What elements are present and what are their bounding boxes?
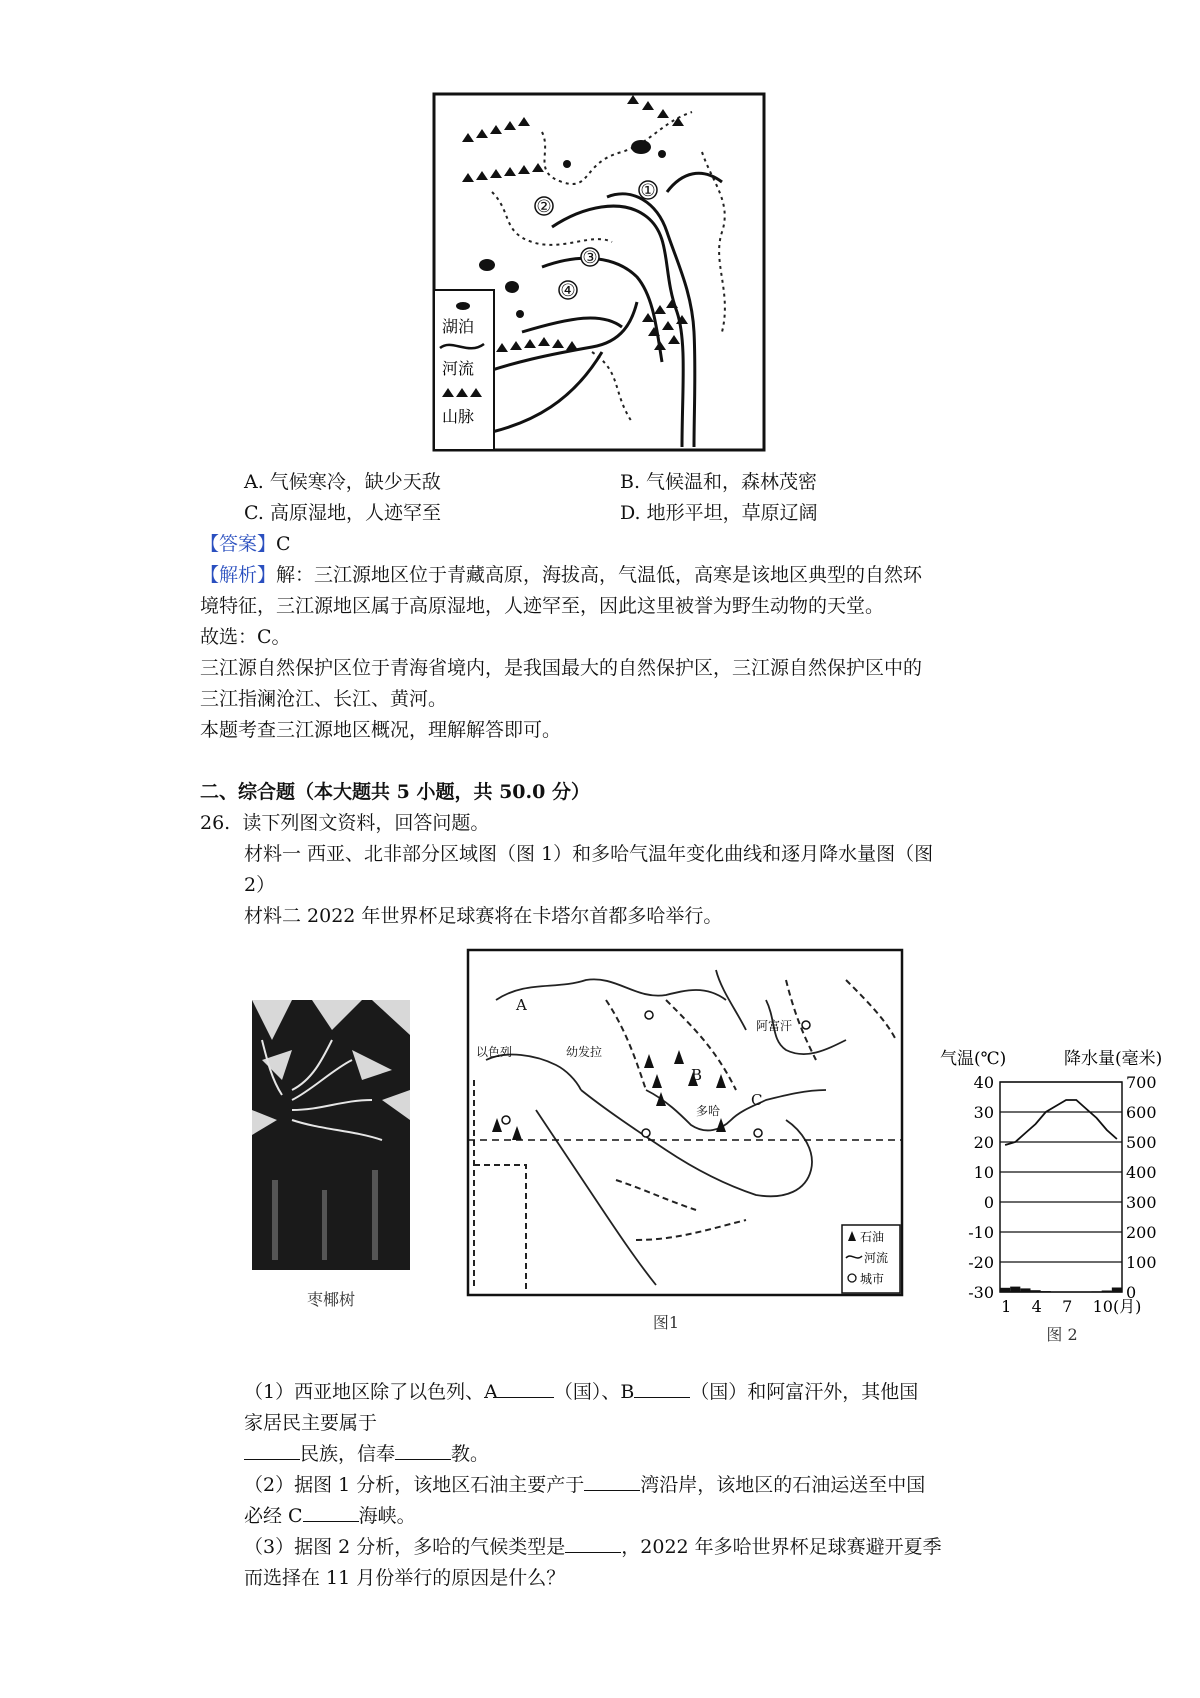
answer-blank-b[interactable]	[634, 1379, 690, 1398]
material-1-line-2: 2）	[244, 874, 276, 896]
chart-right-ticks	[1126, 1073, 1157, 1302]
mountain-legend-icon	[442, 388, 482, 397]
part-1-text-c: （国）和阿富汗外，其他国	[690, 1381, 919, 1403]
chart-left-ticks	[968, 1073, 994, 1302]
option-c: C. 高原湿地，人迹罕至	[244, 502, 441, 524]
analysis-text-5: 三江指澜沧江、长江、黄河。	[200, 688, 448, 710]
answer-blank-climate[interactable]	[565, 1534, 621, 1553]
chart-precip-bar	[1000, 1288, 1010, 1292]
afghanistan-label: 阿富汗	[756, 1019, 793, 1033]
part-1-text-e: 民族，信奉	[300, 1443, 396, 1465]
material-1-line-1: 材料一 西亚、北非部分区域图（图 1）和多哈气温年变化曲线和逐月降水量图（图	[244, 843, 934, 865]
chart-left-tick: 40	[973, 1073, 994, 1092]
legend-river: 河流	[442, 359, 475, 378]
city-icon	[848, 1274, 856, 1282]
analysis-tag: 【解析】	[200, 564, 277, 586]
part-2-text-d: 海峡。	[358, 1505, 416, 1527]
part-3-text-b: ，2022 年多哈世界杯足球赛避开夏季	[621, 1536, 942, 1558]
map-label-2: ②	[536, 197, 552, 217]
chart-precip-bar	[1041, 1291, 1051, 1292]
part-1-line-1	[244, 1377, 918, 1407]
option-b: B. 气候温和，森林茂密	[620, 471, 818, 493]
chart-right-tick: 300	[1126, 1193, 1157, 1212]
analysis-text-1: 解：三江源地区位于青藏高原，海拔高，气温低，高寒是该地区典型的自然环	[276, 564, 923, 586]
part-1-line-3	[244, 1439, 489, 1469]
strait-label-c: C	[751, 1091, 763, 1109]
legend-mountain: 山脉	[442, 407, 475, 426]
part-3-text-c: 而选择在 11 月份举行的原因是什么？	[244, 1567, 566, 1589]
photo-caption: 枣椰树	[306, 1290, 356, 1309]
map-label-3: ③	[582, 248, 598, 268]
region-label-b: B	[691, 1066, 703, 1084]
option-a: A. 气候寒冷，缺少天敌	[244, 471, 441, 493]
legend-river-2: 河流	[864, 1251, 889, 1265]
fig2-caption: 图 2	[1046, 1325, 1078, 1344]
fig1-caption: 图1	[652, 1313, 680, 1332]
legend-city: 城市	[860, 1272, 885, 1286]
chart-left-tick: 30	[973, 1103, 994, 1122]
question-number: 26.	[200, 812, 231, 834]
part-1-text-f: 教。	[451, 1443, 490, 1465]
chart-right-tick: 400	[1126, 1163, 1157, 1182]
chart-x-tick: 7	[1062, 1297, 1073, 1316]
answer-line	[200, 529, 291, 559]
chart-right-tick: 700	[1126, 1073, 1157, 1092]
chart-x-tick: 10(月)	[1092, 1297, 1142, 1316]
legend-oil: 石油	[860, 1230, 885, 1244]
material-2: 材料二 2022 年世界杯足球赛将在卡塔尔首都多哈举行。	[244, 905, 723, 927]
lake-legend-icon	[456, 302, 470, 310]
answer-blank-strait[interactable]	[303, 1503, 359, 1522]
map-label-4: ④	[560, 281, 576, 301]
chart-precip-bar	[1020, 1288, 1030, 1292]
chart-x-tick: 4	[1031, 1297, 1042, 1316]
chart-right-tick: 500	[1126, 1133, 1157, 1152]
answer-blank-religion[interactable]	[395, 1441, 451, 1460]
section-title: 二、综合题（本大题共 5 小题，共 50.0 分）	[200, 781, 590, 803]
chart-precip-bar	[1031, 1290, 1041, 1292]
question-26-stem	[200, 808, 489, 838]
sanjiangyuan-map	[432, 92, 766, 452]
answer-tag: 【答案】	[200, 533, 277, 555]
chart-right-tick: 600	[1126, 1103, 1157, 1122]
chart-right-tick: 200	[1126, 1223, 1157, 1242]
part-2-text-a: （2）据图 1 分析，该地区石油主要产于	[244, 1474, 585, 1496]
chart-right-tick: 0	[1126, 1283, 1137, 1302]
analysis-text-2: 境特征，三江源地区属于高原湿地，人迹罕至，因此这里被誉为野生动物的天堂。	[200, 595, 885, 617]
map-label-1: ①	[640, 181, 656, 201]
chart-precip-bar	[1112, 1288, 1122, 1293]
analysis-text-6: 本题考查三江源地区概况，理解解答即可。	[200, 719, 562, 741]
option-d: D. 地形平坦，草原辽阔	[620, 502, 818, 524]
part-1-text-b: （国）、B	[553, 1381, 635, 1403]
chart-ylabel-right: 降水量(毫米)	[1064, 1049, 1163, 1069]
region-label-a: A	[516, 996, 527, 1014]
part-3-text-a: （3）据图 2 分析，多哈的气候类型是	[244, 1536, 566, 1558]
chart-left-tick: -20	[968, 1253, 994, 1272]
chart-left-tick: 0	[983, 1193, 994, 1212]
answer-value: C	[276, 533, 291, 555]
doha-label: 多哈	[696, 1104, 721, 1118]
chart-left-tick: -30	[968, 1283, 994, 1302]
part-2-line-1	[244, 1470, 925, 1500]
analysis-line-1	[200, 560, 922, 590]
chart-precip-bar	[1010, 1287, 1020, 1292]
chart-precip-bar	[1092, 1291, 1102, 1292]
euphrates-label: 幼发拉	[566, 1045, 603, 1059]
chart-grid	[1000, 1082, 1122, 1292]
chart-precip-bar	[1102, 1291, 1112, 1293]
analysis-text-4: 三江源自然保护区位于青海省境内，是我国最大的自然保护区，三江源自然保护区中的	[200, 657, 923, 679]
chart-x-ticks	[1001, 1297, 1141, 1316]
question-stem: 读下列图文资料，回答问题。	[242, 812, 490, 834]
date-palm-photo	[252, 1000, 410, 1330]
chart-right-tick: 100	[1126, 1253, 1157, 1272]
chart-temperature-line	[1005, 1100, 1117, 1145]
legend-lake: 湖泊	[442, 317, 475, 336]
chart-ylabel-left: 气温(℃)	[940, 1049, 1007, 1069]
israel-label: 以色列	[476, 1045, 513, 1059]
chart-frame	[1000, 1082, 1122, 1292]
doha-climate-chart	[932, 1040, 1194, 1350]
west-asia-map	[466, 940, 906, 1340]
chart-precip-bars	[1000, 1287, 1122, 1292]
answer-blank-nation[interactable]	[244, 1441, 300, 1460]
chart-left-tick: 20	[973, 1133, 994, 1152]
chart-left-tick: -10	[968, 1223, 994, 1242]
part-1-text-d: 家居民主要属于	[244, 1412, 378, 1434]
answer-blank-gulf[interactable]	[584, 1472, 640, 1491]
analysis-text-3: 故选：C。	[200, 626, 291, 648]
part-1-text-a: （1）西亚地区除了以色列、A	[244, 1381, 498, 1403]
part-2-text-c: 必经 C	[244, 1505, 303, 1527]
chart-left-tick: 10	[973, 1163, 994, 1182]
answer-blank-a[interactable]	[498, 1379, 554, 1398]
part-2-line-2	[244, 1501, 416, 1531]
part-3-line-1	[244, 1532, 942, 1562]
chart-x-tick: 1	[1001, 1297, 1012, 1316]
part-2-text-b: 湾沿岸，该地区的石油运送至中国	[640, 1474, 926, 1496]
